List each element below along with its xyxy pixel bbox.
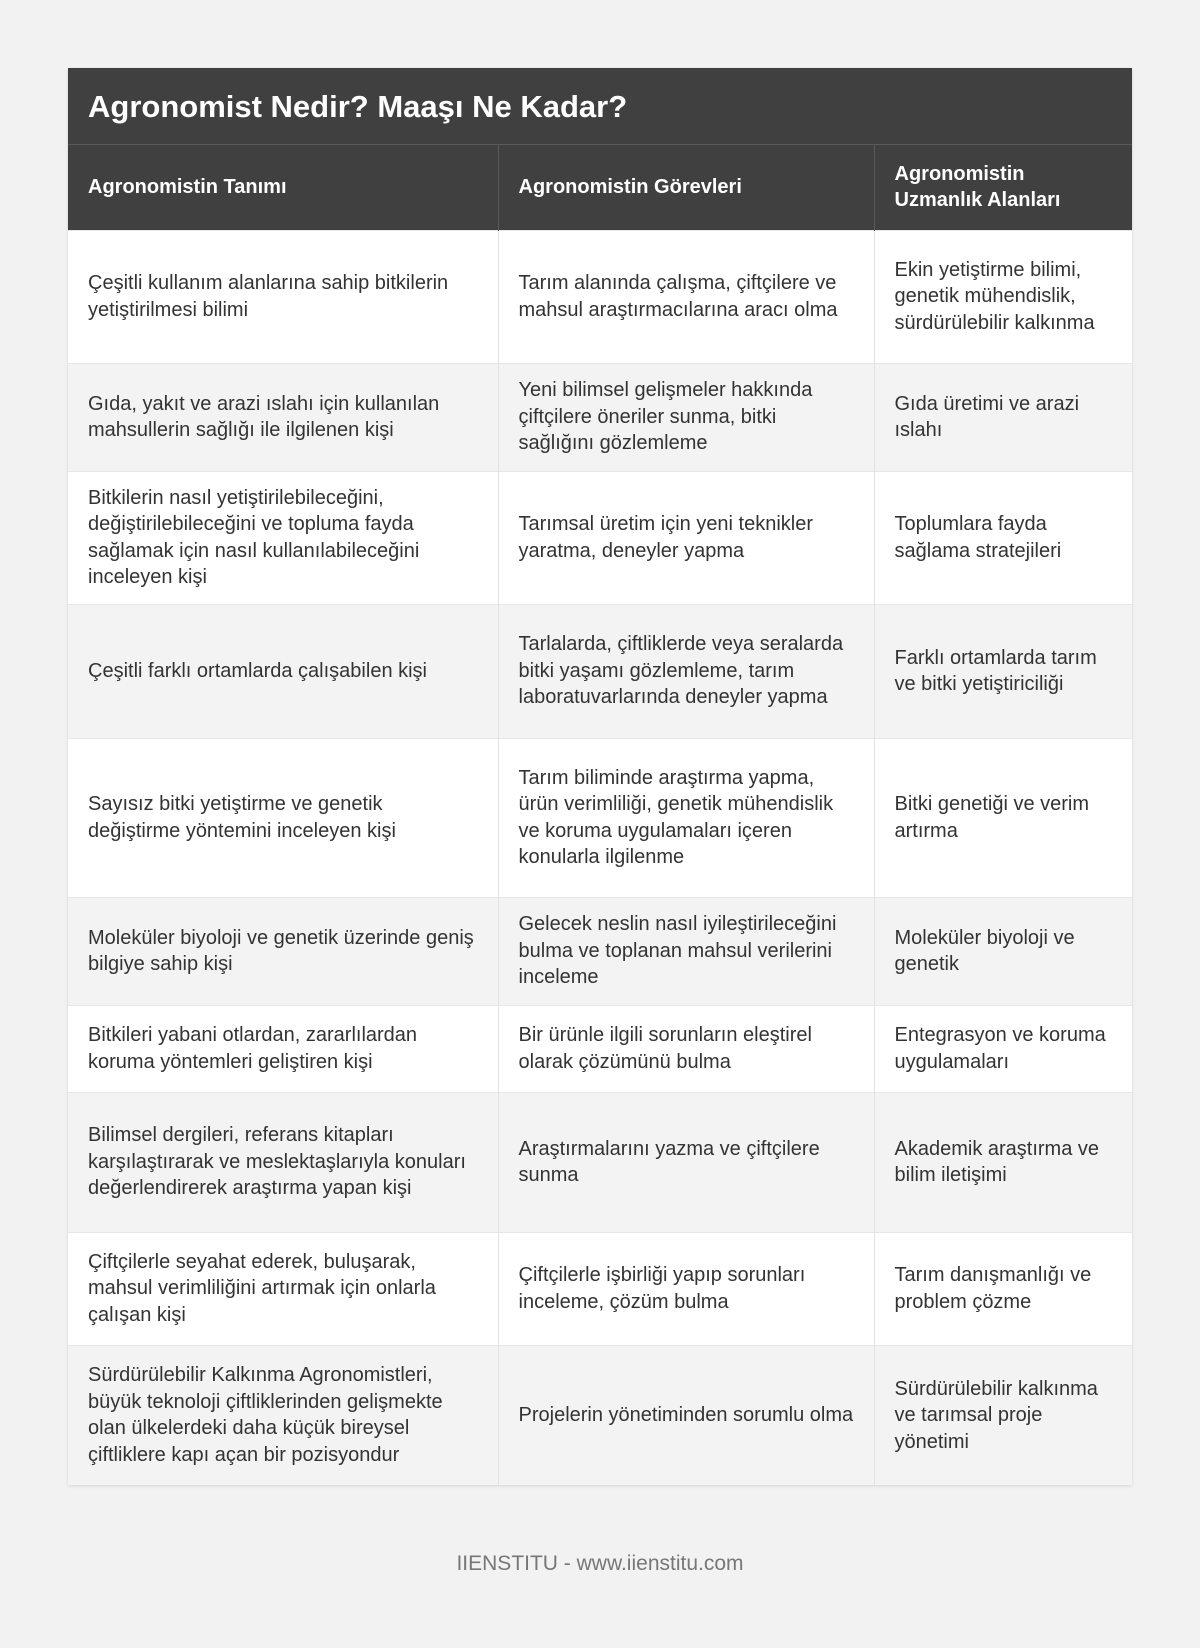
table-row (68, 1232, 1132, 1345)
duties-cell: Yeni bilimsel gelişmeler hakkında çiftçilere öneriler sunma, bitki sağlığını gözlemleme (498, 363, 874, 471)
specialty-cell: Entegrasyon ve koruma uygulamaları (874, 1005, 1132, 1092)
table-row (68, 1345, 1132, 1485)
specialty-cell: Gıda üretimi ve arazi ıslahı (874, 363, 1132, 471)
definition-cell: Moleküler biyoloji ve genetik üzerinde geniş bilgiye sahip kişi (68, 897, 498, 1005)
specialty-cell: Toplumlara fayda sağlama stratejileri (874, 471, 1132, 604)
specialty-cell: Akademik araştırma ve bilim iletişimi (874, 1092, 1132, 1232)
table-row (68, 1092, 1132, 1232)
specialty-cell: Ekin yetiştirme bilimi, genetik mühendislik, sürdürülebilir kalkınma (874, 230, 1132, 363)
site-footer: IIENSTITU - www.iienstitu.com (456, 1552, 744, 1575)
definition-cell: Bitkileri yabani otlardan, zararlılardan koruma yöntemleri geliştiren kişi (68, 1005, 498, 1092)
table-row (68, 897, 1132, 1005)
header-duties: Agronomistin Görevleri (498, 145, 874, 230)
table-title: Agronomist Nedir? Maaşı Ne Kadar? (68, 68, 1132, 145)
duties-cell: Projelerin yönetiminden sorumlu olma (498, 1345, 874, 1485)
definition-cell: Sayısız bitki yetiştirme ve genetik değiştirme yöntemini inceleyen kişi (68, 738, 498, 897)
table-row (68, 604, 1132, 738)
definition-cell: Bitkilerin nasıl yetiştirilebileceğini, değiştirilebileceğini ve topluma fayda sağlamak için nasıl kullanılabileceğini inceleyen kişi (68, 471, 498, 604)
header-definition: Agronomistin Tanımı (68, 145, 498, 230)
duties-cell: Tarım alanında çalışma, çiftçilere ve mahsul araştırmacılarına aracı olma (498, 230, 874, 363)
definition-cell: Çiftçilerle seyahat ederek, buluşarak, mahsul verimliliğini artırmak için onlarla çalışan kişi (68, 1232, 498, 1345)
definition-cell: Çeşitli farklı ortamlarda çalışabilen kişi (68, 604, 498, 738)
specialty-cell: Bitki genetiği ve verim artırma (874, 738, 1132, 897)
duties-cell: Çiftçilerle işbirliği yapıp sorunları inceleme, çözüm bulma (498, 1232, 874, 1345)
duties-cell: Bir ürünle ilgili sorunların eleştirel olarak çözümünü bulma (498, 1005, 874, 1092)
specialty-cell: Tarım danışmanlığı ve problem çözme (874, 1232, 1132, 1345)
table-row (68, 1005, 1132, 1092)
duties-cell: Tarlalarda, çiftliklerde veya seralarda bitki yaşamı gözlemleme, tarım laboratuvarlarında deneyler yapma (498, 604, 874, 738)
definition-cell: Sürdürülebilir Kalkınma Agronomistleri, büyük teknoloji çiftliklerinden gelişmekte olan ülkelerdeki daha küçük bireysel çiftliklere kapı açan bir pozisyondur (68, 1345, 498, 1485)
definition-cell: Çeşitli kullanım alanlarına sahip bitkilerin yetiştirilmesi bilimi (68, 230, 498, 363)
definition-cell: Bilimsel dergileri, referans kitapları karşılaştırarak ve meslektaşlarıyla konuları değerlendirerek araştırma yapan kişi (68, 1092, 498, 1232)
duties-cell: Gelecek neslin nasıl iyileştirileceğini bulma ve toplanan mahsul verilerini inceleme (498, 897, 874, 1005)
table-row (68, 738, 1132, 897)
header-specialties: Agronomistin Uzmanlık Alanları (874, 145, 1132, 230)
table-row (68, 471, 1132, 604)
duties-cell: Araştırmalarını yazma ve çiftçilere sunma (498, 1092, 874, 1232)
info-table (68, 145, 1132, 1485)
definition-cell: Gıda, yakıt ve arazi ıslahı için kullanılan mahsullerin sağlığı ile ilgilenen kişi (68, 363, 498, 471)
table-row (68, 363, 1132, 471)
specialty-cell: Sürdürülebilir kalkınma ve tarımsal proje yönetimi (874, 1345, 1132, 1485)
info-table-card (68, 68, 1132, 1485)
specialty-cell: Farklı ortamlarda tarım ve bitki yetiştiriciliği (874, 604, 1132, 738)
specialty-cell: Moleküler biyoloji ve genetik (874, 897, 1132, 1005)
duties-cell: Tarımsal üretim için yeni teknikler yaratma, deneyler yapma (498, 471, 874, 604)
header-row (68, 145, 1132, 230)
duties-cell: Tarım biliminde araştırma yapma, ürün verimliliği, genetik mühendislik ve koruma uygulamaları içeren konularla ilgilenme (498, 738, 874, 897)
table-row (68, 230, 1132, 363)
